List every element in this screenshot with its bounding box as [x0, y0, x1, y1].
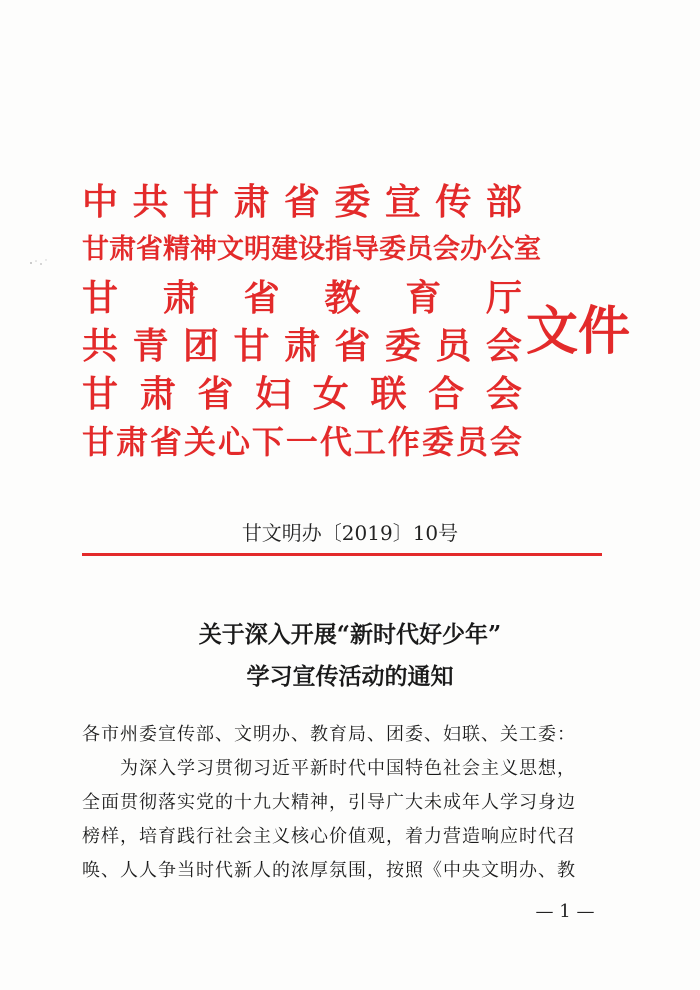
issuer-line-4 — [82, 322, 522, 370]
issuer-char: 肃 — [109, 234, 136, 265]
issuer-char: 合 — [428, 373, 465, 415]
issuer-char: 中 — [82, 181, 119, 223]
issuer-char: 部 — [485, 181, 522, 223]
issuer-char: 委 — [384, 325, 421, 367]
document-type-label: 文件 — [526, 301, 631, 362]
issuer-char: 肃 — [283, 325, 320, 367]
issuer-char: 会 — [433, 234, 460, 265]
document-number: 甘文明办〔2019〕10号 — [241, 521, 459, 545]
issuer-char: 甘 — [82, 234, 109, 265]
issuer-line-2 — [82, 226, 541, 274]
issuer-char: 肃 — [162, 277, 199, 319]
issuer-char: 一 — [285, 423, 318, 461]
issuer-char: 传 — [435, 181, 472, 223]
issuer-char: 员 — [406, 234, 433, 265]
issuer-char: 文 — [217, 234, 244, 265]
issuer-char: 厅 — [485, 277, 522, 319]
issuer-char: 神 — [190, 234, 217, 265]
body-line-2: 全面贯彻落实党的十九大精神，引导广大未成年人学习身边 — [82, 792, 576, 813]
issuer-char: 建 — [271, 234, 298, 265]
issuer-line-1 — [82, 178, 522, 226]
issuer-char: 公 — [487, 234, 514, 265]
document-title — [0, 614, 700, 698]
issuer-char: 甘 — [82, 423, 115, 461]
issuer-char: 代 — [319, 423, 352, 461]
issuer-char: 女 — [312, 373, 349, 415]
issuer-char: 育 — [405, 277, 442, 319]
issuer-char: 指 — [325, 234, 352, 265]
issuer-char: 关 — [183, 423, 216, 461]
issuer-char: 办 — [460, 234, 487, 265]
issuer-char: 员 — [435, 325, 472, 367]
issuing-organizations — [82, 178, 541, 466]
issuer-char: 精 — [163, 234, 190, 265]
issuer-line-6 — [82, 418, 522, 466]
issuer-char: 下 — [251, 423, 284, 461]
issuer-char: 省 — [197, 373, 234, 415]
issuer-char: 肃 — [115, 423, 148, 461]
issuer-char: 作 — [387, 423, 420, 461]
issuer-char: 甘 — [82, 373, 119, 415]
body-line-1: 为深入学习贯彻习近平新时代中国特色社会主义思想， — [120, 758, 576, 779]
scan-speck-mark — [28, 255, 50, 269]
issuer-char: 导 — [352, 234, 379, 265]
issuer-char: 教 — [324, 277, 361, 319]
issuer-char: 甘 — [82, 277, 119, 319]
issuer-char: 室 — [514, 234, 541, 265]
issuer-char: 联 — [370, 373, 407, 415]
issuer-char: 宣 — [384, 181, 421, 223]
issuer-line-5 — [82, 370, 522, 418]
issuer-char: 员 — [455, 423, 488, 461]
red-divider-line — [82, 553, 602, 556]
document-body — [82, 718, 607, 888]
issuer-char: 省 — [334, 325, 371, 367]
issuer-char: 省 — [283, 181, 320, 223]
issuer-line-3 — [82, 274, 522, 322]
issuer-char: 委 — [379, 234, 406, 265]
issuer-char: 心 — [217, 423, 250, 461]
issuer-char: 工 — [353, 423, 386, 461]
issuer-char: 共 — [82, 325, 119, 367]
issuer-char: 省 — [136, 234, 163, 265]
issuer-char: 甘 — [182, 181, 219, 223]
issuer-char: 肃 — [233, 181, 270, 223]
body-line-3: 榜样，培育践行社会主义核心价值观，着力营造响应时代召 — [82, 826, 576, 847]
issuer-char: 委 — [421, 423, 454, 461]
issuer-char: 省 — [243, 277, 280, 319]
issuer-char: 青 — [132, 325, 169, 367]
title-line-1: 关于深入开展“新时代好少年” — [198, 621, 502, 648]
issuer-char: 团 — [182, 325, 219, 367]
page-number: — 1 — — [535, 901, 595, 922]
issuer-char: 会 — [489, 423, 522, 461]
issuer-char: 妇 — [255, 373, 292, 415]
issuer-char: 设 — [298, 234, 325, 265]
issuer-char: 会 — [485, 373, 522, 415]
issuer-char: 甘 — [233, 325, 270, 367]
issuer-char: 明 — [244, 234, 271, 265]
issuer-char: 省 — [149, 423, 182, 461]
body-line-4: 唤、人人争当时代新人的浓厚氛围，按照《中央文明办、教 — [82, 860, 576, 881]
issuer-char: 共 — [132, 181, 169, 223]
issuer-char: 委 — [334, 181, 371, 223]
salutation: 各市州委宣传部、文明办、教育局、团委、妇联、关工委： — [82, 724, 576, 745]
issuer-char: 会 — [485, 325, 522, 367]
title-line-2: 学习宣传活动的通知 — [246, 663, 454, 690]
issuer-char: 肃 — [139, 373, 176, 415]
